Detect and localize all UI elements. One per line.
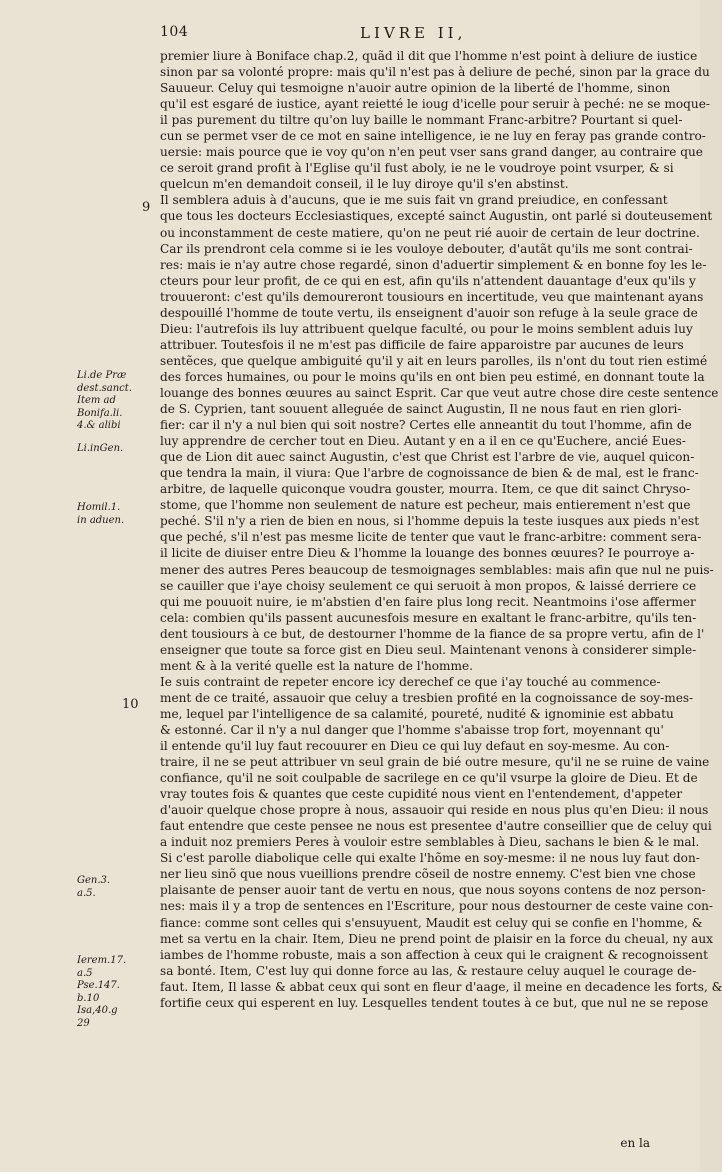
text-line: ment de ce traité, assauoir que celuy a tresbien profité en la cognoissance de soy-mes- — [160, 690, 694, 705]
text-line: que peché, s'il n'est pas mesme licite de tenter que vaut le franc-arbitre: comment sera- — [160, 530, 702, 545]
text-line: res: mais ie n'ay autre chose regardé, sinon d'aduertir simplement & en bonne foy les le- — [160, 257, 707, 272]
text-line: arbitre, de laquelle quiconque voudra gouster, mourra. Item, ce que dit sainct Chryso- — [160, 482, 691, 497]
text-line: fier: car il n'y a nul bien qui soit nostre? Certes elle anneantit du tout l'homme, afin de — [160, 418, 692, 433]
text-line: fiance: comme sont celles qui s'ensuyuent, Maudit est celuy qui se confie en l'homme, & — [160, 915, 703, 930]
text-line: enseigner que toute sa force gist en Dieu seul. Maintenant venons à considerer simple- — [160, 642, 697, 657]
text-line: mener des autres Peres beaucoup de tesmoignages semblables: mais afin que nul ne puis- — [160, 562, 714, 577]
text-line: & estonné. Car il n'y a nul danger que l'homme s'abaisse trop fort, moyennant qu' — [160, 722, 664, 737]
margin-note: Homil.1. in aduen. — [77, 502, 125, 526]
text-line: a induit noz premiers Peres à vouloir estre semblables à Dieu, sachans le bien & le mal. — [160, 835, 700, 850]
margin-note: Gen.3. a.5. — [77, 875, 111, 899]
paragraph-number: 9 — [142, 200, 151, 215]
text-line: nes: mais il y a trop de sentences en l'Escriture, pour nous destourner de ceste vaine con- — [160, 899, 713, 914]
page-number: 104 — [160, 24, 189, 40]
text-line: confiance, qu'il ne soit coulpable de sacrilege en ce qu'il vsurpe la gloire de Dieu. Et de — [160, 771, 698, 786]
text-line: il pas purement du tiltre qu'on luy baille le nommant Franc-arbitre? Pourtant si quel- — [160, 113, 683, 128]
text-line: met sa vertu en la chair. Item, Dieu ne prend point de plaisir en la force du cheual, ny aux — [160, 931, 713, 946]
text-line: uersie: mais pource que ie voy qu'on n'en peut vser sans grand danger, au contraire que — [160, 145, 703, 160]
text-line: Dieu: l'autrefois ils luy attribuent quelque faculté, ou pour le moins semblent aduis luy — [160, 321, 693, 336]
running-title: LIVRE II, — [360, 24, 467, 42]
text-line: que tous les docteurs Ecclesiastiques, excepté sainct Augustin, ont parlé si douteusement — [160, 209, 713, 224]
text-line: ce seroit grand profit à l'Eglise qu'il fust aboly, ie ne le voudroye point vsurper, & si — [160, 161, 674, 176]
page-header — [160, 24, 660, 46]
text-line: me, lequel par l'intelligence de sa calamité, poureté, nudité & ignominie est abbatu — [160, 706, 674, 721]
body-text — [160, 48, 722, 1011]
text-line: luy apprendre de cercher tout en Dieu. Autant y en a il en ce qu'Euchere, ancié Eues- — [160, 434, 686, 449]
margin-note: Li.inGen. — [77, 443, 124, 454]
text-line: Il semblera aduis à d'aucuns, que ie me suis fait vn grand preiudice, en confessant — [160, 193, 668, 208]
text-line: des forces humaines, ou pour le moins qu'ils en ont bien peu estimé, en donnant toute la — [160, 369, 705, 384]
text-line: ment & à la verité quelle est la nature de l'homme. — [160, 658, 473, 673]
text-line: Ie suis contraint de repeter encore icy derechef ce que i'ay touché au commence- — [160, 674, 661, 689]
margin-note: Ierem.17. a.5 Pse.147. b.10 Isa,40.g 29 — [77, 955, 127, 1029]
text-line: traire, il ne se peut attribuer vn seul grain de bié outre mesure, qu'il ne se ruine de vaine — [160, 755, 710, 770]
text-line: faut entendre que ceste pensee ne nous est presentee d'autre conseillier que de celuy qui — [160, 819, 712, 834]
text-line: il entende qu'il luy faut recouurer en Dieu ce qui luy defaut en soy-mesme. Au con- — [160, 739, 670, 754]
text-line: stome, que l'homme non seulement de nature est pecheur, mais entierement n'est que — [160, 498, 691, 513]
text-line: attribuer. Toutesfois il ne m'est pas difficile de faire apparoistre par aucunes de leurs — [160, 337, 684, 352]
text-line: sentẽces, que quelque ambiguité qu'il y ait en leurs parolles, ils n'ont du tout rien estimé — [160, 353, 708, 368]
text-line: premier liure à Boniface chap.2, quãd il dit que l'homme n'est point à deliure de iustice — [160, 49, 698, 63]
text-line: ner lieu sinõ que nous vueillions prendre cõseil de nostre ennemy. C'est bien vne chose — [160, 867, 696, 882]
text-line: sinon par sa volonté propre: mais qu'il n'est pas à deliure de peché, sinon par la grace du — [160, 65, 710, 80]
paragraph-number: 10 — [122, 697, 139, 712]
text-line: il licite de diuiser entre Dieu & l'homme la louange des bonnes œuures? Ie pourroye a- — [160, 546, 695, 561]
text-line: dent tousiours à ce but, de destourner l'homme de la fiance de sa propre vertu, afin de l' — [160, 626, 705, 641]
text-line: fortifie ceux qui esperent en luy. Lesquelles tendent toutes à ce but, que nul ne se repose — [160, 995, 709, 1010]
text-line: Si c'est parolle diabolique celle qui exalte l'hõme en soy-mesme: il ne nous luy faut don- — [160, 851, 700, 866]
text-line: Sauueur. Celuy qui tesmoigne n'auoir autre opinion de la liberté de l'homme, sinon — [160, 81, 671, 96]
text-line: faut. Item, Il lasse & abbat ceux qui sont en fleur d'aage, il meine en decadence les forts, & — [160, 979, 722, 994]
text-line: cun se permet vser de ce mot en saine intelligence, ie ne luy en feray pas grande contro- — [160, 129, 706, 144]
text-line: que tendra la main, il viura: Que l'arbre de cognoissance de bien & de mal, est le franc- — [160, 466, 699, 481]
text-line: d'auoir quelque chose propre à nous, assauoir qui reside en nous plus qu'en Dieu: il nous — [160, 803, 709, 818]
text-line: sa bonté. Item, C'est luy qui donne force au las, & restaure celuy auquel le courage de- — [160, 963, 697, 978]
text-line: iambes de l'homme robuste, mais a son affection à ceux qui le craignent & recognoissent — [160, 947, 708, 962]
text-line: qui me pouuoit nuire, ie m'abstien d'en faire plus long recit. Neantmoins i'ose affermer — [160, 594, 696, 609]
text-line: de S. Cyprien, tant souuent alleguée de sainct Augustin, Il ne nous faut en rien glori- — [160, 402, 682, 417]
catchword: en la — [620, 1136, 650, 1150]
text-line: que de Lion dit auec sainct Augustin, c'est que Christ est l'arbre de vie, auquel quicon- — [160, 450, 695, 465]
text-line: peché. S'il n'y a rien de bien en nous, si l'homme depuis la teste iusques aux pieds n'est — [160, 514, 700, 529]
text-line: qu'il est esgaré de iustice, ayant reietté le ioug d'icelle pour seruir à peché: ne se moque- — [160, 97, 710, 112]
text-line: ou inconstamment de ceste matiere, qu'on ne peut rié auoir de certain de leur doctrine. — [160, 225, 700, 240]
text-line: trouueront: c'est qu'ils demoureront tousiours en incertitude, veu que maintenant ayans — [160, 289, 704, 304]
text-line: cela: combien qu'ils passent aucunesfois mesure en exaltant le franc-arbitre, qu'ils ten- — [160, 610, 697, 625]
text-line: louange des bonnes œuures au sainct Esprit. Car que veut autre chose dire ceste sentence — [160, 385, 719, 400]
text-line: despouillé l'homme de toute vertu, ils enseignent d'auoir son refuge à la seule grace de — [160, 305, 698, 320]
text-line: plaisante de penser auoir tant de vertu en nous, que nous soyons contens de noz person- — [160, 883, 706, 898]
margin-note: Li.de Præ dest.sanct. Item ad Bonifa.li. 4.& alibi — [77, 370, 132, 431]
text-line: vray toutes fois & quantes que ceste cupidité nous vient en l'entendement, d'appeter — [160, 787, 683, 802]
text-line: se cauiller que i'aye choisy seulement ce qui seruoit à mon propos, & laissé derriere ce — [160, 578, 697, 593]
text-line: Car ils prendront cela comme si ie les vouloye debouter, d'autãt qu'ils me sont contrai- — [160, 241, 693, 256]
text-line: quelcun m'en demandoit conseil, il le luy diroye qu'il s'en abstinst. — [160, 177, 569, 192]
text-line: cteurs pour leur profit, de ce qui en est, afin qu'ils n'attendent dauantage d'eux qu'ils y — [160, 273, 696, 288]
